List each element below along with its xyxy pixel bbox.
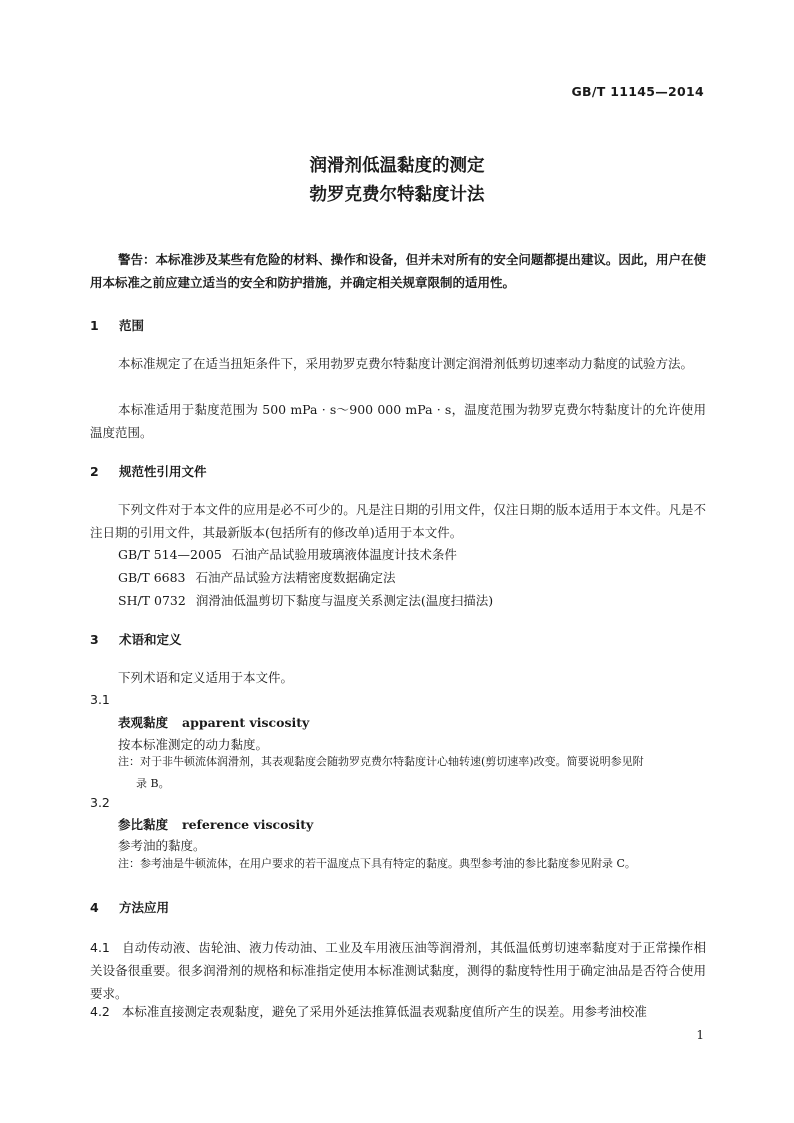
- reference-item: [118, 545, 457, 563]
- section-2-paragraph-1: 下列文件对于本文件的应用是必不可少的。凡是注日期的引用文件，仅注日期的版本适用于本文件。凡是不注日期的引用文件，其最新版本(包括所有的修改单)适用于本文件。: [90, 502, 706, 540]
- section-number: 1: [90, 318, 99, 333]
- section-3-intro: 下列术语和定义适用于本文件。: [118, 670, 294, 685]
- term-chinese: 参比黏度: [118, 817, 169, 832]
- reference-code: SH/T 0732: [118, 593, 186, 608]
- term-number: 3.2: [90, 795, 110, 810]
- reference-code: GB/T 6683: [118, 570, 186, 585]
- reference-title: 润滑油低温剪切下黏度与温度关系测定法(温度扫描法): [195, 593, 494, 608]
- term-number: 3.1: [90, 692, 110, 707]
- reference-code: GB/T 514—2005: [118, 547, 222, 562]
- clause-text: 本标准直接测定表观黏度，避免了采用外延法推算低温表观黏度值所产生的误差。用参考油校准: [121, 1004, 647, 1019]
- term-definition: 按本标准测定的动力黏度。: [118, 737, 269, 752]
- section-number: 4: [90, 900, 99, 915]
- section-number: 2: [90, 464, 99, 479]
- reference-title: 石油产品试验方法精密度数据确定法: [195, 570, 396, 585]
- term-english: apparent viscosity: [182, 715, 310, 730]
- section-4-heading: [90, 898, 169, 916]
- term-note-continued: 录 B。: [136, 777, 170, 790]
- term-heading: [118, 815, 313, 833]
- clause-number: 4.2: [90, 1004, 110, 1019]
- reference-title: 石油产品试验用玻璃液体温度计技术条件: [231, 547, 457, 562]
- section-1-heading: [90, 316, 144, 334]
- term-note: 注：参考油是牛顿流体，在用户要求的若干温度点下具有特定的黏度。典型参考油的参比黏度参见附录 C。: [118, 857, 636, 870]
- section-2-heading: [90, 462, 207, 480]
- section-3-heading: [90, 630, 182, 648]
- reference-item: [118, 591, 493, 609]
- section-number: 3: [90, 632, 99, 647]
- section-title: 规范性引用文件: [119, 464, 207, 479]
- title-line-2: 勃罗克费尔特黏度计法: [309, 185, 485, 205]
- term-english: reference viscosity: [182, 817, 314, 832]
- term-chinese: 表观黏度: [118, 715, 169, 730]
- term-definition: 参考油的黏度。: [118, 838, 206, 853]
- reference-item: [118, 568, 396, 586]
- term-note: 注：对于非牛顿流体润滑剂，其表观黏度会随勃罗克费尔特黏度计心轴转速(剪切速率)改变。简要说明参见附: [118, 755, 644, 768]
- page-number: 1: [696, 1028, 704, 1042]
- section-1-paragraph-1: 本标准规定了在适当扭矩条件下，采用勃罗克费尔特黏度计测定润滑剂低剪切速率动力黏度的试验方法。: [118, 356, 694, 371]
- section-1-paragraph-2: 本标准适用于黏度范围为 500 mPa · s～900 000 mPa · s，温度范围为勃罗克费尔特黏度计的允许使用温度范围。: [90, 402, 706, 440]
- term-heading: [118, 713, 309, 731]
- clause-text: 自动传动液、齿轮油、液力传动油、工业及车用液压油等润滑剂，其低温低剪切速率黏度对于正常操作相关设备很重要。很多润滑剂的规格和标准指定使用本标准测试黏度，测得的黏度特性用于确定油品是否符合使用要求。: [90, 940, 706, 1001]
- clause-number: 4.1: [90, 940, 110, 955]
- warning-paragraph: 警告：本标准涉及某些有危险的材料、操作和设备，但并未对所有的安全问题都提出建议。因此，用户在使用本标准之前应建立适当的安全和防护措施，并确定相关规章限制的适用性。: [90, 252, 706, 290]
- clause-4-1: [90, 936, 706, 1005]
- standard-code: GB/T 11145—2014: [571, 84, 704, 99]
- section-title: 术语和定义: [119, 632, 182, 647]
- section-title: 范围: [119, 318, 145, 333]
- title-line-1: 润滑剂低温黏度的测定: [309, 156, 485, 176]
- section-title: 方法应用: [119, 900, 170, 915]
- clause-4-2: [90, 1000, 706, 1023]
